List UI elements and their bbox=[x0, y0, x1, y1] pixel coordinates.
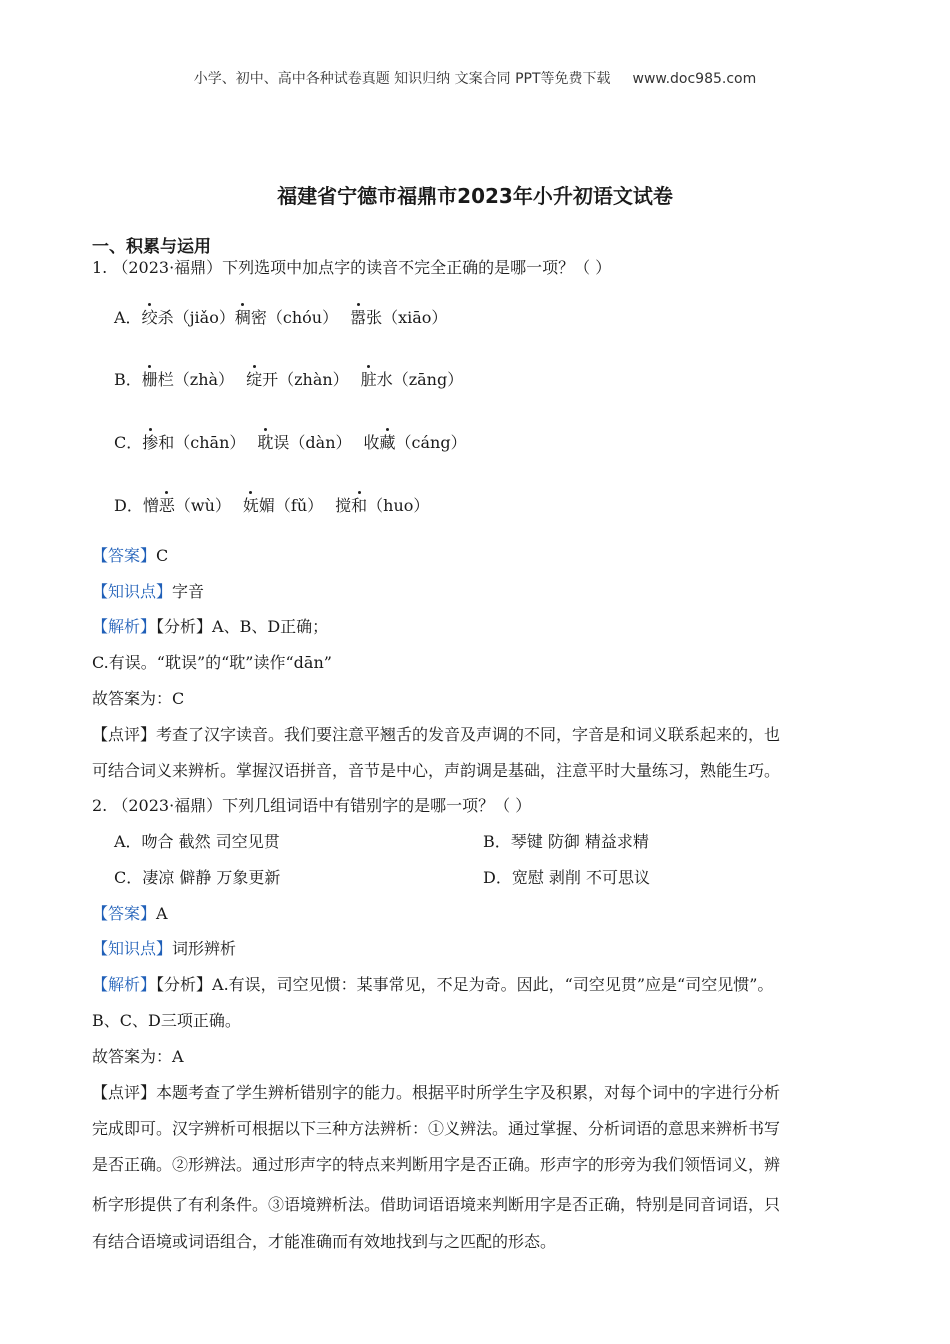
q2-analysis: 【解析】【分析】A.有误，司空见惯：某事常见，不足为奇。因此，“司空见贯”应是“司空见惯”。 bbox=[92, 975, 774, 994]
q2-analysis-line2: B、C、D三项正确。 bbox=[92, 1011, 241, 1030]
q2-conclusion: 故答案为：A bbox=[92, 1047, 184, 1066]
q2-comment-line2: 完成即可。汉字辨析可根据以下三种方法辨析：①义辨法。通过掌握、分析词语的意思来辨析书写 bbox=[92, 1119, 781, 1138]
q1-stem: 1. （2023·福鼎）下列选项中加点字的读音不完全正确的是哪一项？（ ） bbox=[92, 258, 612, 277]
section-heading: 一、积累与运用 bbox=[92, 237, 211, 257]
q2-comment-line4: 析字形提供了有利条件。③语境辨析法。借助词语语境来判断用字是否正确，特别是同音词语，只 bbox=[92, 1195, 781, 1214]
q2-stem: 2. （2023·福鼎）下列几组词语中有错别字的是哪一项？（ ） bbox=[92, 796, 532, 815]
q2-option-d: D．宽慰 剥削 不可思议 bbox=[483, 868, 651, 887]
q1-conclusion: 故答案为：C bbox=[92, 689, 185, 708]
q1-option-b: B．栅栏（zhà） 绽开（zhàn） 脏水（zāng） bbox=[114, 370, 464, 389]
q2-option-a: A．吻合 截然 司空见贯 bbox=[114, 832, 280, 851]
q2-comment-line5: 有结合语境或词语组合，才能准确而有效地找到与之匹配的形态。 bbox=[92, 1232, 557, 1251]
q1-knowledge-point: 【知识点】字音 bbox=[92, 582, 205, 601]
q1-comment-line2: 可结合词义来辨析。掌握汉语拼音，音节是中心，声韵调是基础，注意平时大量练习，熟能生巧。 bbox=[92, 761, 781, 780]
q1-analysis-line2: C.有误。“耽误”的“耽”读作“dān” bbox=[92, 653, 332, 672]
q1-option-c: C．掺和（chān） 耽误（dàn） 收藏（cáng） bbox=[114, 433, 467, 452]
q2-knowledge-point: 【知识点】词形辨析 bbox=[92, 939, 237, 958]
q1-answer: 【答案】C bbox=[92, 546, 169, 565]
q2-comment-line1: 【点评】本题考查了学生辨析错别字的能力。根据平时所学生字及积累，对每个词中的字进行分析 bbox=[92, 1083, 781, 1102]
q1-option-d: D．憎恶（wù） 妩媚（fǔ） 搅和（huo） bbox=[114, 496, 430, 515]
page-header bbox=[0, 68, 950, 88]
q1-option-a: A．绞杀（jiǎo）稠密（chóu） 嚣张（xiāo） bbox=[114, 308, 448, 327]
q2-option-c: C．凄凉 僻静 万象更新 bbox=[114, 868, 281, 887]
q1-analysis: 【解析】【分析】A、B、D正确； bbox=[92, 617, 329, 636]
q2-answer: 【答案】A bbox=[92, 904, 168, 923]
q1-comment-line1: 【点评】考查了汉字读音。我们要注意平翘舌的发音及声调的不同，字音是和词义联系起来的，也 bbox=[92, 725, 781, 744]
page-title: 福建省宁德市福鼎市2023年小升初语文试卷 bbox=[277, 184, 673, 208]
header-text: 小学、初中、高中各种试卷真题 知识归纳 文案合同 PPT等免费下载 bbox=[193, 71, 611, 87]
q2-comment-line3: 是否正确。②形辨法。通过形声字的特点来判断用字是否正确。形声字的形旁为我们领悟词义，辨 bbox=[92, 1155, 781, 1174]
header-site-link[interactable]: www.doc985.com bbox=[632, 71, 757, 87]
q2-option-b: B．琴键 防御 精益求精 bbox=[483, 832, 649, 851]
